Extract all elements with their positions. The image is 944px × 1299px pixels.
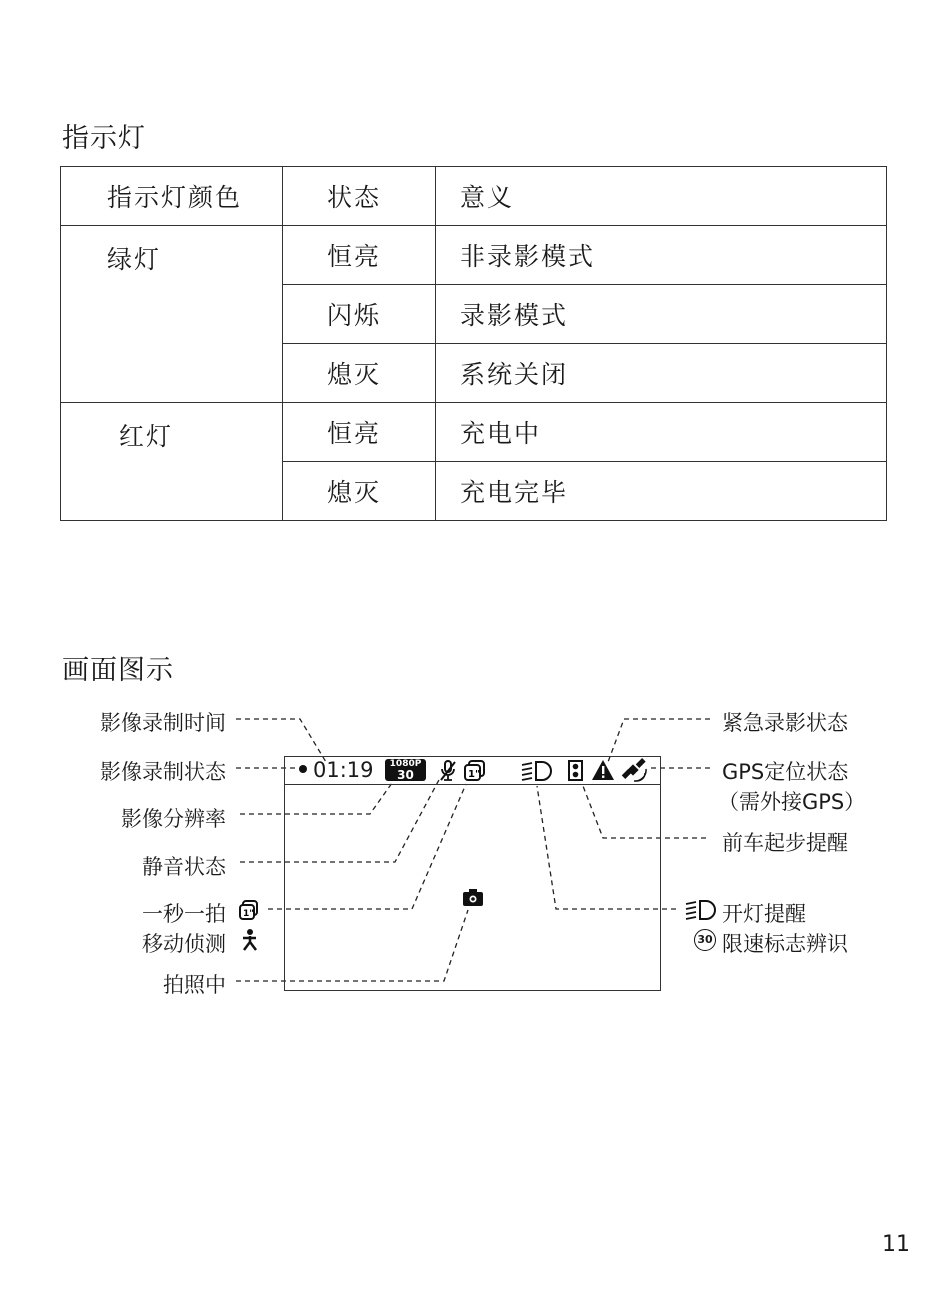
- state-cell: 闪烁: [283, 285, 436, 344]
- headlight-icon: [684, 898, 720, 922]
- label-rec-time: 影像录制时间: [100, 711, 226, 735]
- svg-text:1": 1": [468, 769, 481, 780]
- burst-status-icon: [463, 759, 487, 783]
- label-mute: 静音状态: [142, 855, 226, 879]
- emergency-warning-icon: [591, 759, 615, 781]
- recording-dot-icon: [295, 763, 311, 775]
- speed-limit-icon: 30: [694, 929, 716, 951]
- label-gps-note: （需外接GPS）: [718, 790, 866, 814]
- gps-satellite-icon: [620, 757, 648, 783]
- label-resolution: 影像分辨率: [121, 807, 226, 831]
- camera-photo-icon: [462, 888, 484, 908]
- label-gps: GPS定位状态: [722, 760, 849, 784]
- state-cell: 熄灭: [283, 344, 436, 403]
- label-photo: 拍照中: [163, 973, 226, 997]
- status-bar-divider: [284, 784, 661, 785]
- state-cell: 恒亮: [283, 403, 436, 462]
- state-cell: 恒亮: [283, 226, 436, 285]
- label-speed-sign: 限速标志辨识: [722, 932, 848, 956]
- meaning-cell: 充电完毕: [436, 462, 887, 521]
- resolution-fps: 30: [397, 768, 414, 782]
- resolution-badge: [385, 759, 426, 781]
- header-cell: 状态: [283, 167, 436, 226]
- label-burst: 一秒一拍: [142, 902, 226, 926]
- label-emergency: 紧急录影状态: [722, 711, 848, 735]
- front-car-icon: [567, 759, 585, 783]
- mute-mic-icon: [438, 759, 458, 783]
- motion-detect-icon: [238, 928, 260, 952]
- meaning-cell: 非录影模式: [436, 226, 887, 285]
- label-rec-status: 影像录制状态: [100, 760, 226, 784]
- resolution-top: 1080P: [389, 759, 422, 769]
- section-title-screen: 画面图示: [62, 655, 174, 686]
- label-motion: 移动侦测: [142, 932, 226, 956]
- burst-icon: [238, 899, 260, 921]
- page-number: 11: [882, 1232, 910, 1257]
- state-cell: 熄灭: [283, 462, 436, 521]
- color-cell: 绿灯: [61, 226, 283, 403]
- camera-screen: [284, 756, 661, 991]
- label-headlight: 开灯提醒: [722, 902, 806, 926]
- meaning-cell: 录影模式: [436, 285, 887, 344]
- color-cell: 红灯: [61, 403, 283, 521]
- svg-text:1": 1": [243, 909, 254, 919]
- header-cell: 意义: [436, 167, 887, 226]
- meaning-cell: 充电中: [436, 403, 887, 462]
- label-front-car: 前车起步提醒: [722, 831, 848, 855]
- section-title-indicator: 指示灯: [62, 123, 146, 154]
- header-cell: 指示灯颜色: [61, 167, 283, 226]
- screen-time: 01:19: [313, 758, 374, 782]
- meaning-cell: 系统关闭: [436, 344, 887, 403]
- headlight-status-icon: [520, 759, 556, 783]
